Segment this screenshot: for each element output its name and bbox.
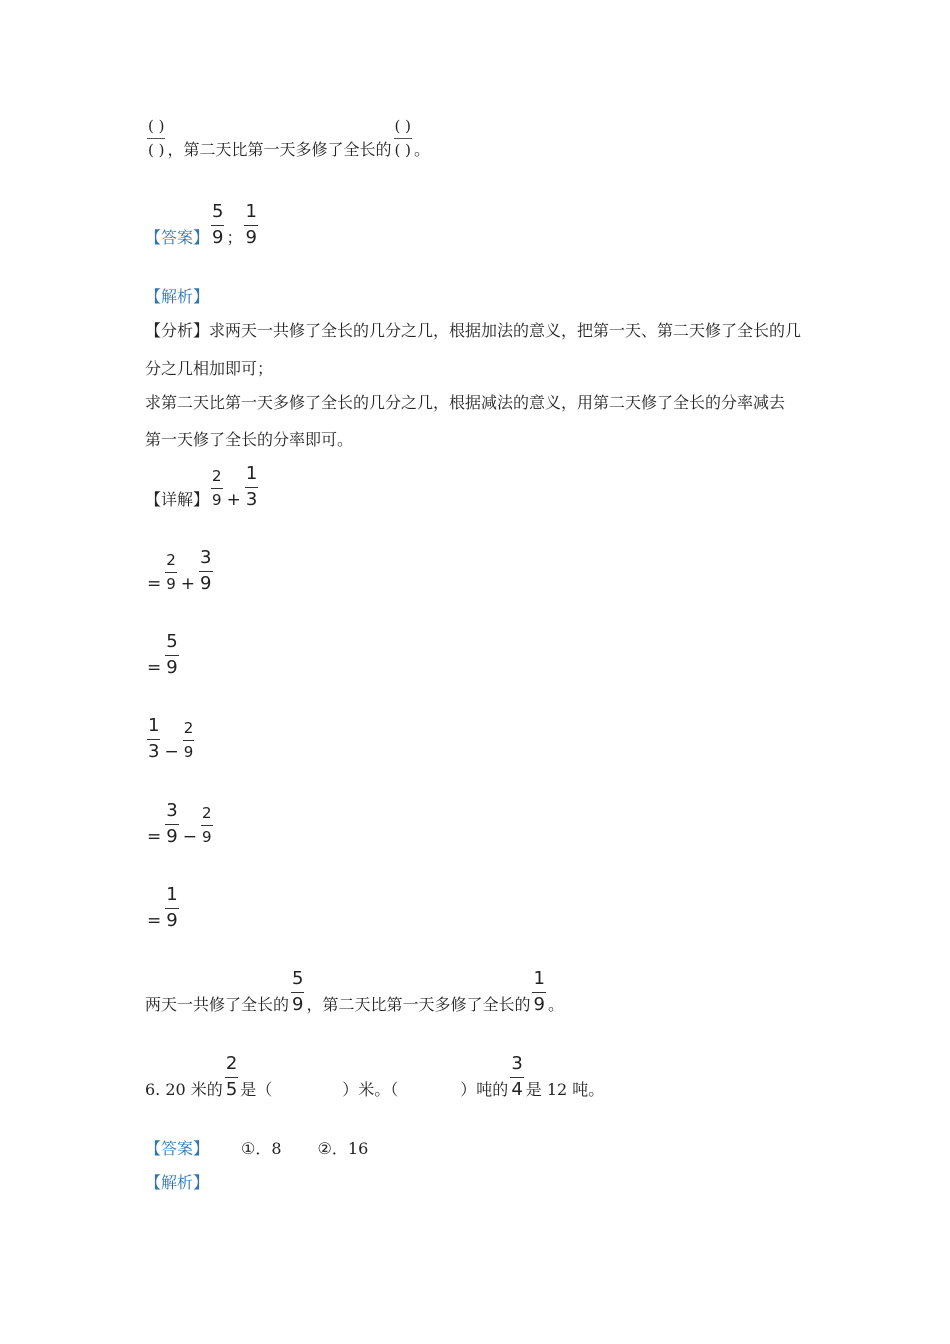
answer5: 【答案】 $\frac{5}{9}$ ； $\frac{1}{9}$ — [145, 201, 257, 248]
analysis-line: 第一天修了全长的分率即可。 — [145, 430, 354, 449]
analysis-line: 【分析】求两天一共修了全长的几分之几，根据加法的意义，把第一天、第二天修了全长的几 — [145, 321, 802, 340]
blank-fraction: ( ) ( ) — [394, 117, 411, 159]
fraction: $\frac{1}{9}$ — [245, 201, 257, 248]
detail-step-3: = $\frac{5}{9}$ — [147, 631, 178, 678]
detail-step-4: $\frac{1}{3}$ − $\frac{2}{9}$ — [148, 715, 194, 762]
detail-step-2: = $\frac{2}{9}$ + $\frac{3}{9}$ — [147, 547, 212, 594]
question6: 6. 20 米的 $\frac{2}{5}$ 是（ ）米。（ ）吨的 $\frac{3}{4}$ 是 12 吨。 — [145, 1053, 605, 1100]
detail-step-1: 【详解】 $\frac{2}{9}$ + $\frac{1}{3}$ — [145, 463, 258, 510]
analysis6-label: 【解析】 — [145, 1173, 210, 1192]
blank-fraction: ( ) ( ) — [148, 117, 165, 159]
question5-tail: ( ) ( ) ，第二天比第一天多修了全长的 ( ) ( ) 。 — [148, 117, 430, 159]
detail-step-6: = $\frac{1}{9}$ — [147, 884, 178, 931]
analysis-line: 分之几相加即可； — [145, 359, 274, 378]
analysis-line: 求第二天比第一天多修了全长的几分之几，根据减法的意义，用第二天修了全长的分率减去 — [145, 393, 786, 412]
analysis-label: 【解析】 — [145, 287, 210, 306]
detail-step-5: = $\frac{3}{9}$ − $\frac{2}{9}$ — [147, 800, 212, 847]
fraction: $\frac{5}{9}$ — [212, 201, 224, 248]
answer6: 【答案】 ①．8 ②．16 — [145, 1139, 369, 1158]
detail-conclusion: 两天一共修了全长的 $\frac{5}{9}$ ，第二天比第一天多修了全长的 $\frac{1}{9}$ 。 — [145, 968, 564, 1015]
